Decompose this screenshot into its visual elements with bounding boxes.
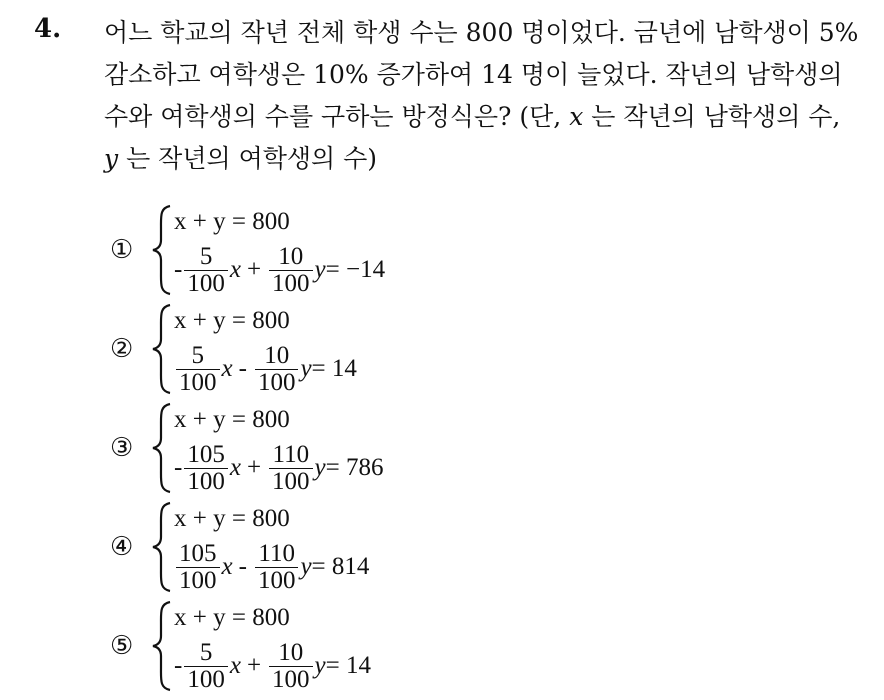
equation-sum: x + y = 800 bbox=[174, 307, 290, 334]
variable-y: y bbox=[300, 355, 312, 382]
fraction-a-numerator: 5 bbox=[199, 638, 213, 666]
fraction-a-denominator: 100 bbox=[176, 369, 220, 396]
fraction-a bbox=[184, 244, 228, 297]
fraction-a bbox=[176, 541, 220, 594]
equation-rhs: = 786 bbox=[325, 454, 384, 481]
fraction-b bbox=[269, 442, 313, 495]
equation-sum: x + y = 800 bbox=[174, 406, 290, 433]
left-brace-icon bbox=[150, 303, 174, 395]
equation-sum: x + y = 800 bbox=[174, 604, 290, 631]
fraction-b bbox=[255, 343, 299, 396]
variable-x: x bbox=[229, 256, 241, 283]
stem-line-4-text: 는 작년의 여학생의 수) bbox=[118, 144, 378, 173]
fraction-b-numerator: 10 bbox=[278, 242, 304, 270]
fraction-b-denominator: 100 bbox=[255, 567, 299, 594]
stem-line-3-text: 수와 여학생의 수를 구하는 방정식은? (단, bbox=[104, 102, 570, 131]
choice-marker: ① bbox=[110, 235, 134, 265]
equation-rhs: = 14 bbox=[325, 652, 372, 679]
stem-variable-x: x bbox=[569, 102, 584, 131]
variable-x: x bbox=[221, 553, 233, 580]
coef-a-sign: - bbox=[174, 256, 183, 283]
question-stem bbox=[104, 12, 864, 180]
equation-sum: x + y = 800 bbox=[174, 208, 290, 235]
choice-1[interactable] bbox=[110, 204, 510, 296]
variable-y: y bbox=[314, 652, 326, 679]
choice-marker: ③ bbox=[110, 433, 134, 463]
stem-line-3 bbox=[104, 96, 864, 138]
fraction-b bbox=[269, 244, 313, 297]
stem-line-1: 어느 학교의 작년 전체 학생 수는 800 명이었다. 금년에 남학생이 5% bbox=[104, 18, 859, 47]
equation-sum: x + y = 800 bbox=[174, 505, 290, 532]
fraction-a bbox=[184, 442, 228, 495]
stem-line-3-tail: 는 작년의 남학생의 수, bbox=[583, 102, 841, 131]
fraction-a-denominator: 100 bbox=[184, 468, 228, 495]
equation-change bbox=[174, 242, 385, 298]
fraction-b-numerator: 10 bbox=[264, 341, 290, 369]
choice-3[interactable] bbox=[110, 402, 510, 494]
choice-marker: ④ bbox=[110, 532, 134, 562]
left-brace-icon bbox=[150, 600, 174, 692]
equation-rhs: = 14 bbox=[311, 355, 357, 382]
variable-x: x bbox=[221, 355, 233, 382]
left-brace-icon bbox=[150, 204, 174, 296]
fraction-a-numerator: 5 bbox=[199, 242, 213, 270]
equation-change bbox=[174, 539, 369, 595]
fraction-b-denominator: 100 bbox=[269, 468, 313, 495]
choice-5[interactable] bbox=[110, 600, 510, 692]
middle-operator: - bbox=[238, 355, 247, 382]
coef-a-sign: - bbox=[174, 652, 183, 679]
left-brace-icon bbox=[150, 402, 174, 494]
fraction-a-numerator: 105 bbox=[187, 440, 225, 468]
choice-2[interactable] bbox=[110, 303, 510, 395]
fraction-a-numerator: 105 bbox=[179, 539, 217, 567]
variable-x: x bbox=[229, 454, 241, 481]
variable-y: y bbox=[314, 454, 326, 481]
fraction-a-denominator: 100 bbox=[176, 567, 220, 594]
middle-operator: - bbox=[238, 553, 247, 580]
equation-change bbox=[174, 341, 357, 397]
coef-a-sign: - bbox=[174, 454, 183, 481]
fraction-b bbox=[255, 541, 299, 594]
fraction-a bbox=[184, 640, 228, 693]
choice-marker: ② bbox=[110, 334, 134, 364]
fraction-b-denominator: 100 bbox=[269, 666, 313, 693]
equation-change bbox=[174, 440, 384, 496]
variable-y: y bbox=[300, 553, 312, 580]
fraction-a-denominator: 100 bbox=[184, 270, 228, 297]
fraction-a bbox=[176, 343, 220, 396]
variable-y: y bbox=[314, 256, 326, 283]
stem-line-2: 감소하고 여학생은 10% 증가하여 14 명이 늘었다. 작년의 남학생의 bbox=[104, 60, 843, 89]
choice-4[interactable] bbox=[110, 501, 510, 593]
left-brace-icon bbox=[150, 501, 174, 593]
equation-rhs: = −14 bbox=[325, 256, 386, 283]
fraction-a-denominator: 100 bbox=[184, 666, 228, 693]
fraction-b-numerator: 110 bbox=[258, 539, 295, 567]
fraction-b-denominator: 100 bbox=[255, 369, 299, 396]
equation-change bbox=[174, 638, 371, 694]
fraction-b-denominator: 100 bbox=[269, 270, 313, 297]
fraction-b-numerator: 110 bbox=[272, 440, 310, 468]
question-number: 4. bbox=[34, 14, 62, 44]
middle-operator: + bbox=[246, 454, 262, 481]
choice-marker: ⑤ bbox=[110, 631, 134, 661]
middle-operator: + bbox=[246, 652, 262, 679]
middle-operator: + bbox=[246, 256, 262, 283]
fraction-b-numerator: 10 bbox=[278, 638, 304, 666]
stem-line-4 bbox=[104, 138, 864, 180]
fraction-b bbox=[269, 640, 313, 693]
fraction-a-numerator: 5 bbox=[191, 341, 204, 369]
variable-x: x bbox=[229, 652, 241, 679]
equation-rhs: = 814 bbox=[311, 553, 370, 580]
stem-variable-y: y bbox=[104, 144, 119, 173]
